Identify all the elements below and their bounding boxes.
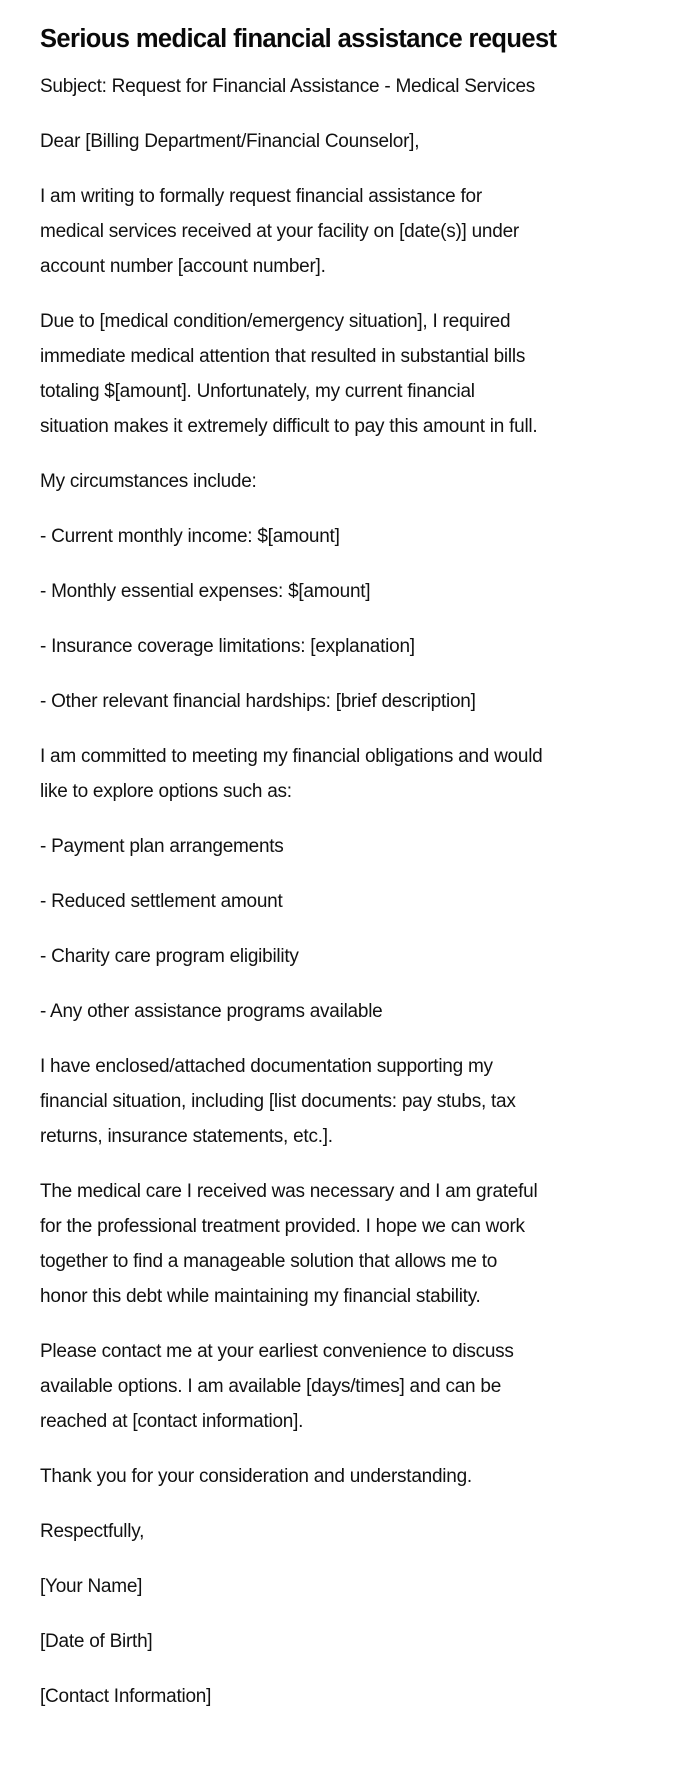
paragraph-signature-contact	[40, 1679, 660, 1714]
text-line: I have enclosed/attached documentation supporting my	[40, 1056, 493, 1077]
text-line: I am committed to meeting my financial obligations and would	[40, 746, 543, 767]
text-line: honor this debt while maintaining my financial stability.	[40, 1286, 481, 1307]
text-line: Thank you for your consideration and understanding.	[40, 1466, 472, 1487]
text-line: available options. I am available [days/times] and can be	[40, 1376, 502, 1397]
text-line: [Date of Birth]	[40, 1631, 153, 1652]
text-line: account number [account number].	[40, 256, 326, 277]
text-line: - Charity care program eligibility	[40, 946, 299, 967]
paragraph-circumstances-heading	[40, 464, 660, 499]
paragraph-circumstance-insurance	[40, 629, 660, 664]
text-line: - Any other assistance programs available	[40, 1001, 383, 1022]
paragraph-contact-request	[40, 1334, 660, 1439]
paragraph-closing	[40, 1514, 660, 1549]
paragraph-salutation	[40, 124, 660, 159]
paragraph-option-reduced-settlement	[40, 884, 660, 919]
paragraph-circumstance-income	[40, 519, 660, 554]
text-line: Respectfully,	[40, 1521, 145, 1542]
text-line: - Payment plan arrangements	[40, 836, 284, 857]
text-line: I am writing to formally request financial assistance for	[40, 186, 482, 207]
text-line: financial situation, including [list documents: pay stubs, tax	[40, 1091, 516, 1112]
paragraph-documentation	[40, 1049, 660, 1154]
paragraph-situation	[40, 304, 660, 444]
document-title: Serious medical financial assistance request	[40, 25, 557, 53]
text-line: - Current monthly income: $[amount]	[40, 526, 340, 547]
text-line: returns, insurance statements, etc.].	[40, 1126, 333, 1147]
text-line: Subject: Request for Financial Assistance - Medical Services	[40, 76, 536, 97]
paragraph-signature-name	[40, 1569, 660, 1604]
text-line: - Insurance coverage limitations: [explanation]	[40, 636, 415, 657]
text-line: - Reduced settlement amount	[40, 891, 283, 912]
paragraph-option-payment-plan	[40, 829, 660, 864]
text-line: Please contact me at your earliest convenience to discuss	[40, 1341, 514, 1362]
paragraph-option-other-programs	[40, 994, 660, 1029]
paragraph-options-intro	[40, 739, 660, 809]
paragraph-subject	[40, 69, 660, 104]
paragraph-option-charity-care	[40, 939, 660, 974]
text-line: situation makes it extremely difficult to pay this amount in full.	[40, 416, 538, 437]
text-line: Dear [Billing Department/Financial Counselor],	[40, 131, 420, 152]
paragraph-circumstance-expenses	[40, 574, 660, 609]
text-line: My circumstances include:	[40, 471, 257, 492]
text-line: together to find a manageable solution that allows me to	[40, 1251, 498, 1272]
text-line: - Other relevant financial hardships: [brief description]	[40, 691, 476, 712]
text-line: totaling $[amount]. Unfortunately, my current financial	[40, 381, 475, 402]
text-line: The medical care I received was necessary and I am grateful	[40, 1181, 538, 1202]
text-line: [Contact Information]	[40, 1686, 212, 1707]
text-line: immediate medical attention that resulted in substantial bills	[40, 346, 526, 367]
paragraph-intro	[40, 179, 660, 284]
paragraph-thanks	[40, 1459, 660, 1494]
paragraph-signature-dob	[40, 1624, 660, 1659]
text-line: medical services received at your facility on [date(s)] under	[40, 221, 519, 242]
letter-body	[40, 69, 660, 1714]
text-line: like to explore options such as:	[40, 781, 292, 802]
text-line: reached at [contact information].	[40, 1411, 304, 1432]
paragraph-circumstance-other	[40, 684, 660, 719]
text-line: for the professional treatment provided. I hope we can work	[40, 1216, 525, 1237]
paragraph-gratitude	[40, 1174, 660, 1314]
text-line: Due to [medical condition/emergency situation], I required	[40, 311, 511, 332]
text-line: [Your Name]	[40, 1576, 143, 1597]
text-line: - Monthly essential expenses: $[amount]	[40, 581, 371, 602]
